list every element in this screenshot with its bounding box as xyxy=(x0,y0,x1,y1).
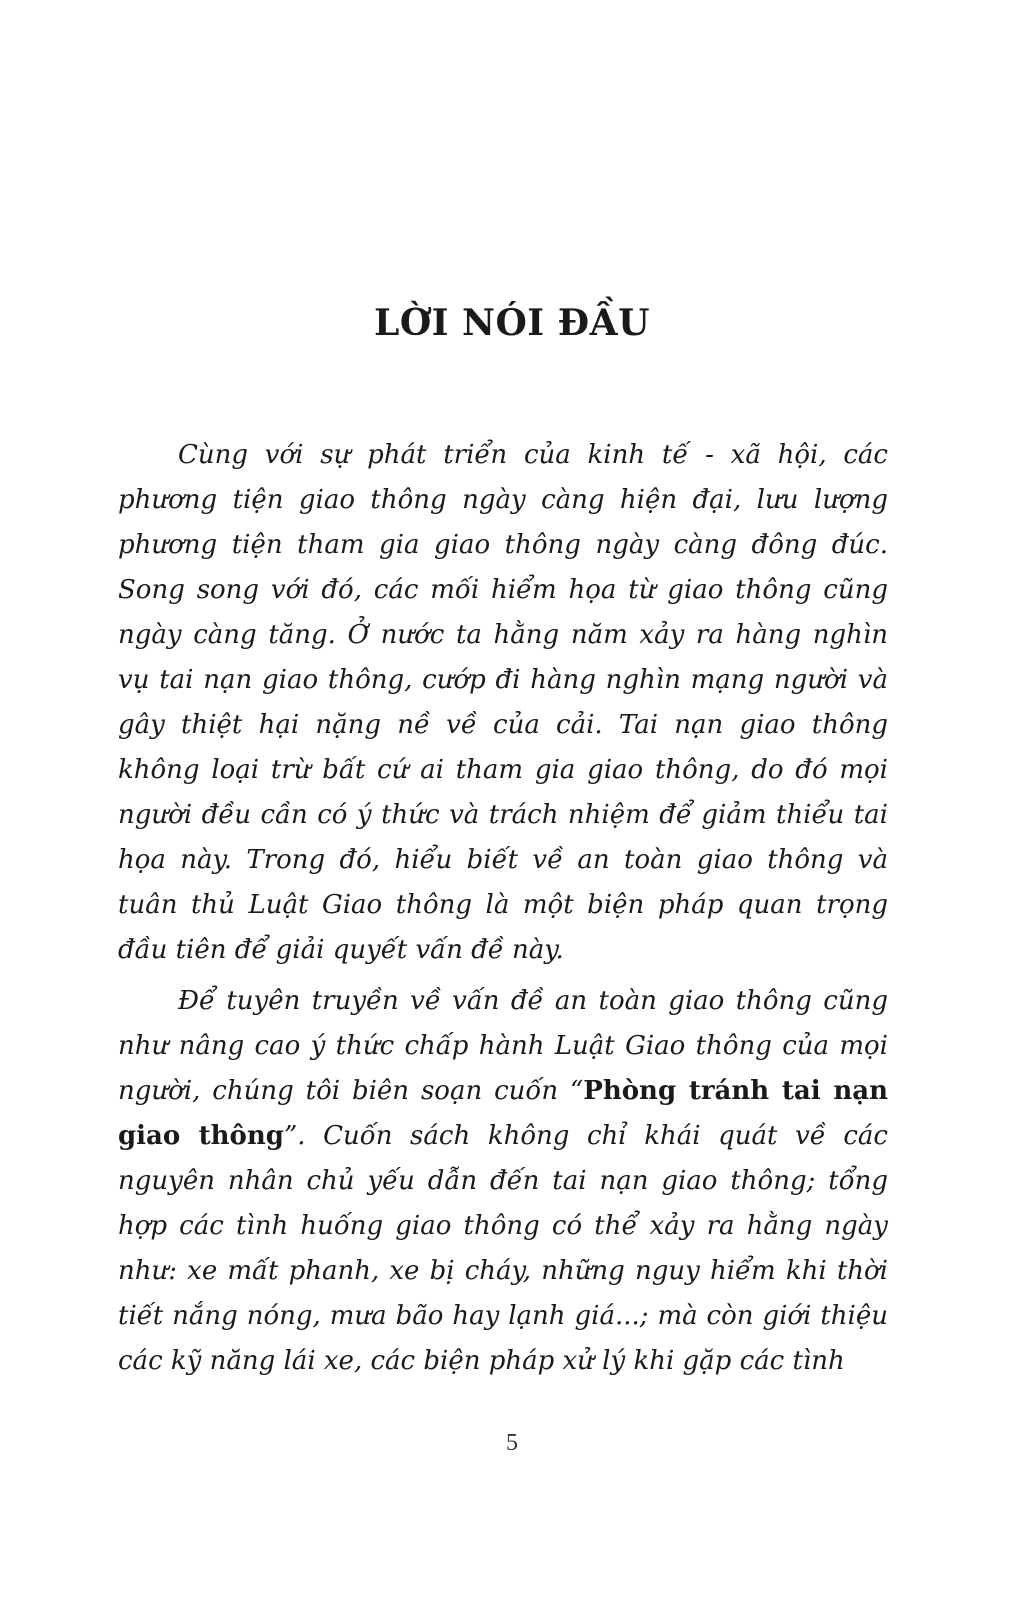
paragraph-2 xyxy=(118,979,888,1384)
page-number: 5 xyxy=(506,1430,518,1456)
page-title: LỜI NÓI ĐẦU xyxy=(374,302,650,344)
paragraph-2-intro: Để tuyên truyền về vấn đề an toàn giao thông cũng như nâng cao ý thức chấp hành Luật Giao thông của mọi người, chúng tôi biên soạn cuốn “ xyxy=(118,986,888,1106)
book-title: Phòng tránh tai nạn giao thông xyxy=(118,1076,888,1151)
body-text xyxy=(118,433,888,1390)
paragraph-2-rest: ”. Cuốn sách không chỉ khái quát về các nguyên nhân chủ yếu dẫn đến tai nạn giao thông; tổng hợp các tình huống giao thông có thể xảy ra hằng ngày như: xe mất phanh, xe bị cháy, những nguy hiểm khi thời tiết nắng nóng, mưa bão hay lạnh giá...; mà còn giới thiệu các kỹ năng lái xe, các biện pháp xử lý khi gặp các tình xyxy=(118,1121,888,1376)
paragraph-1: Cùng với sự phát triển của kinh tế - xã hội, các phương tiện giao thông ngày càng hiện đại, lưu lượng phương tiện tham gia giao thông ngày càng đông đúc. Song song với đó, các mối hiểm họa từ giao thông cũng ngày càng tăng. Ở nước ta hằng năm xảy ra hàng nghìn vụ tai nạn giao thông, cướp đi hàng nghìn mạng người và gây thiệt hại nặng nề về của cải. Tai nạn giao thông không loại trừ bất cứ ai tham gia giao thông, do đó mọi người đều cần có ý thức và trách nhiệm để giảm thiểu tai họa này. Trong đó, hiểu biết về an toàn giao thông và tuân thủ Luật Giao thông là một biện pháp quan trọng đầu tiên để giải quyết vấn đề này. xyxy=(118,440,888,965)
